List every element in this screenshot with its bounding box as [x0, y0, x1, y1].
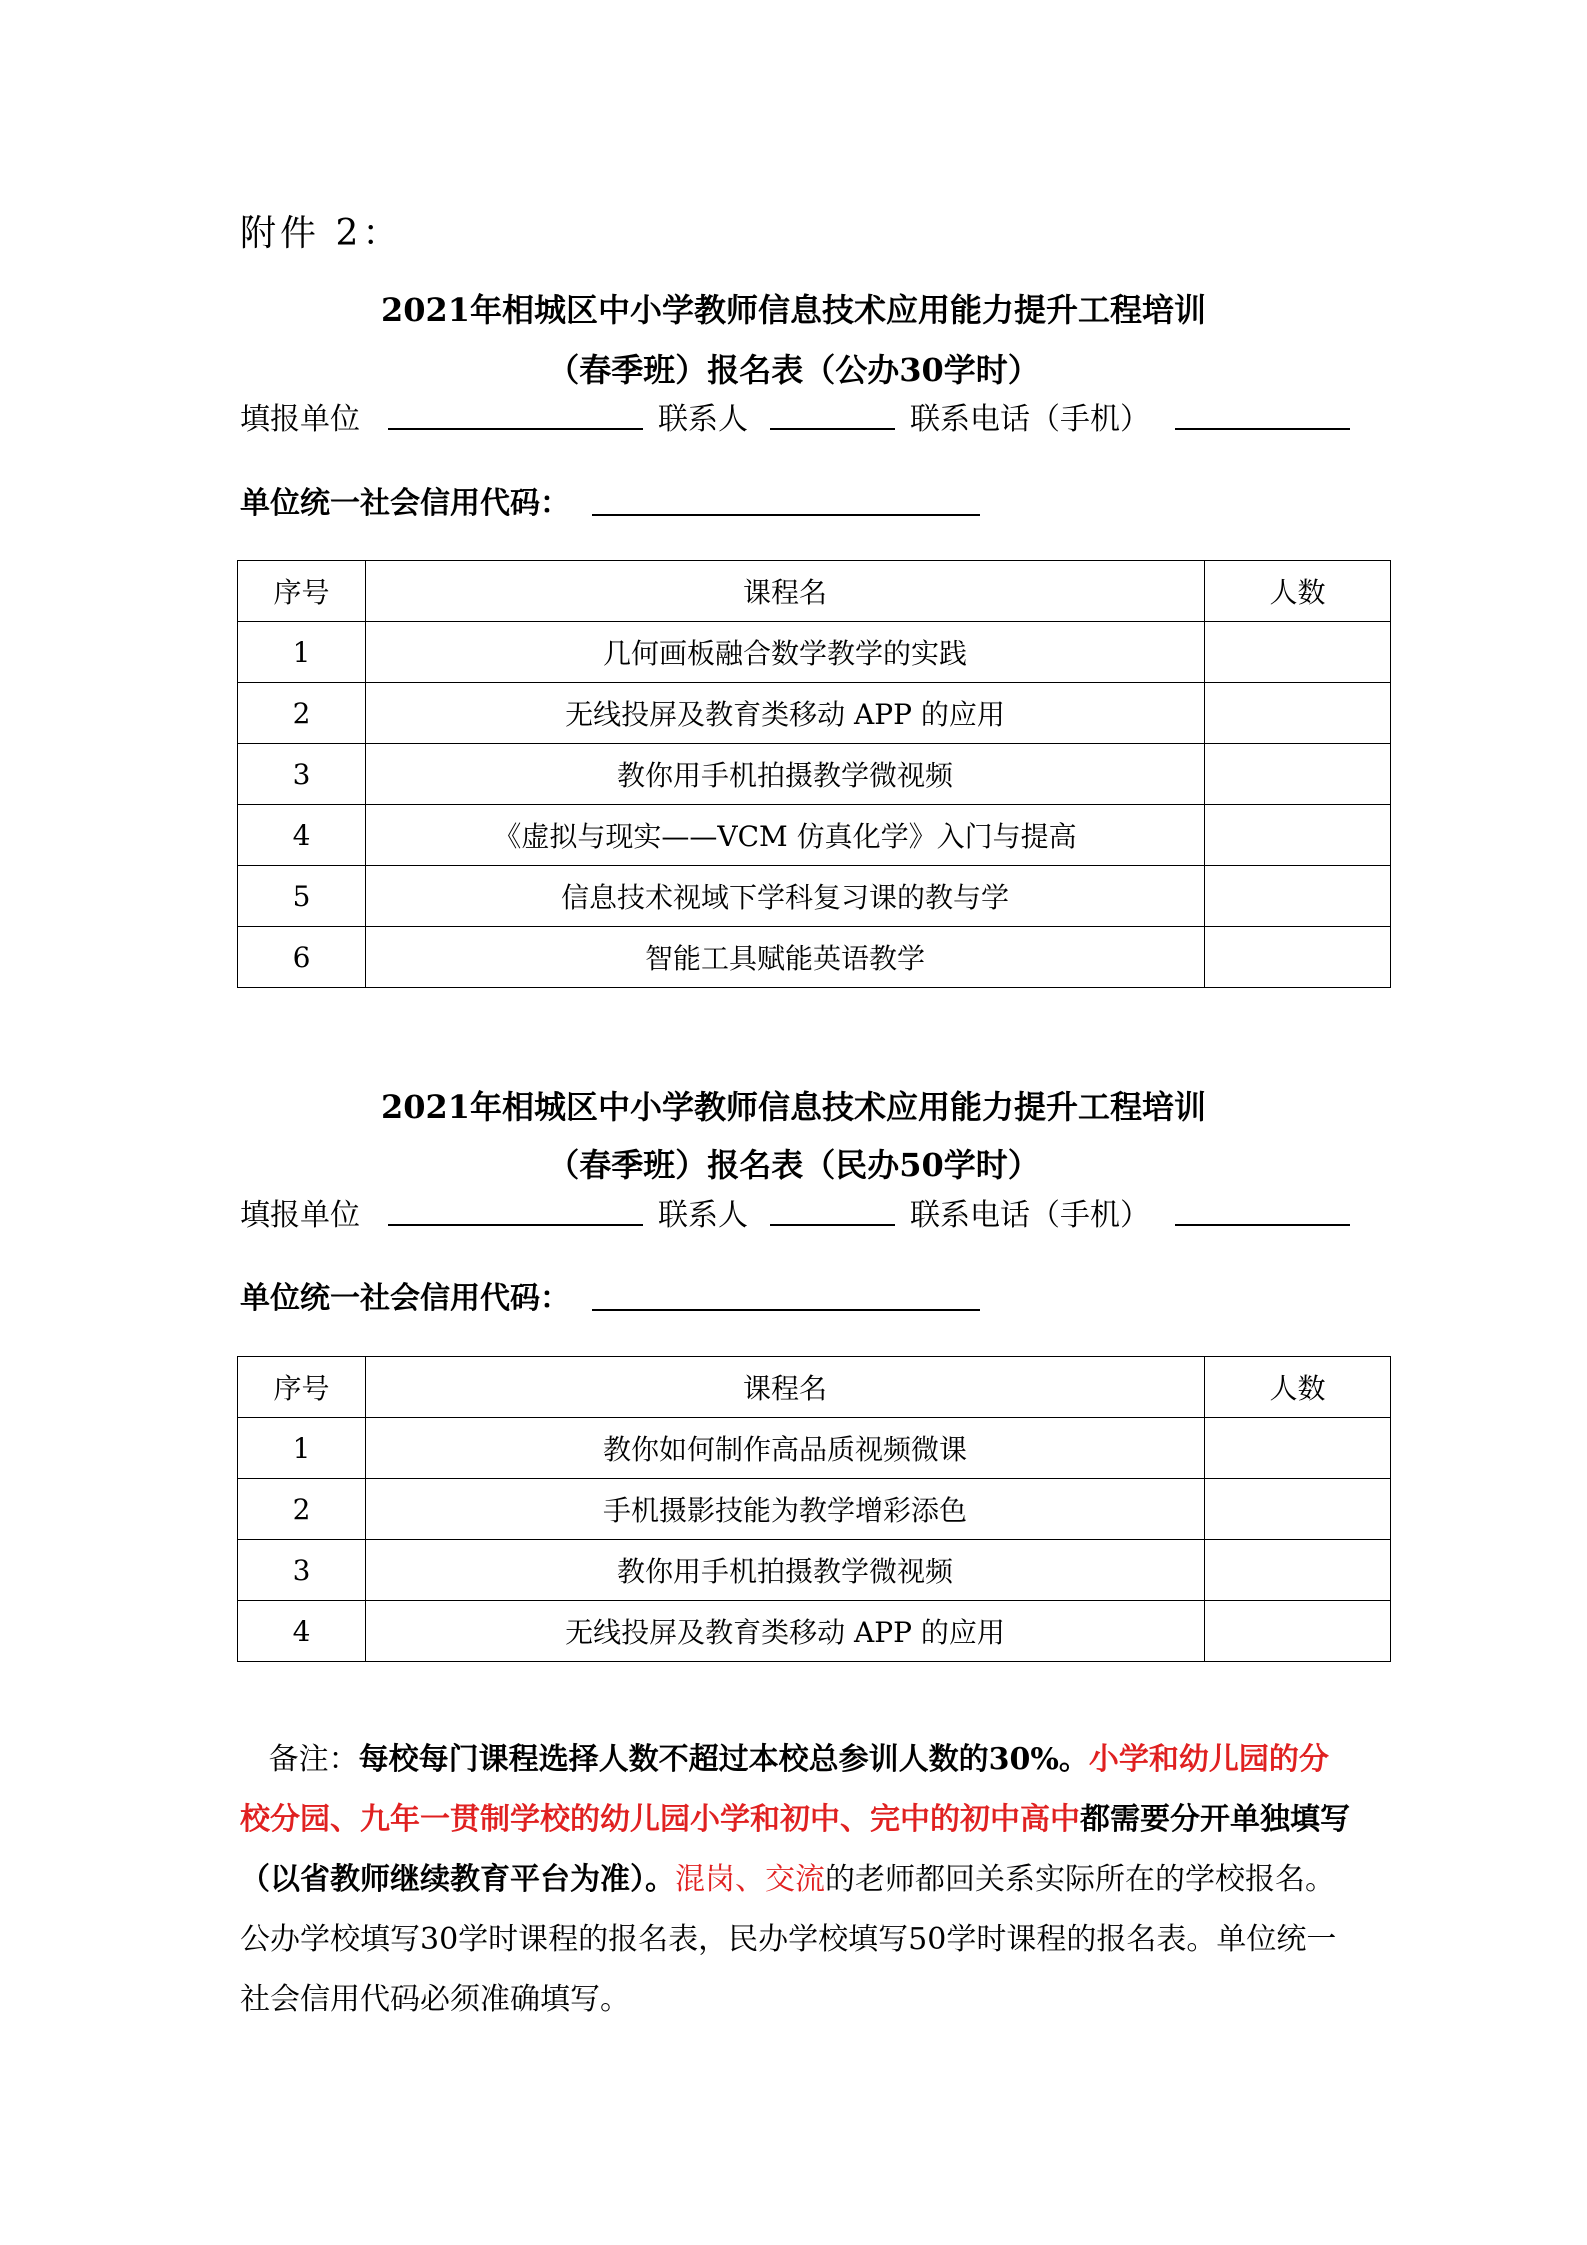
remarks-red-part2: 混岗、交流: [675, 1862, 825, 1897]
code-field[interactable]: [592, 514, 980, 516]
row-no: 2: [238, 683, 366, 744]
contact-label: 联系人: [658, 1198, 748, 1233]
form2-title-line1: 2021年相城区中小学教师信息技术应用能力提升工程培训: [380, 1088, 1207, 1126]
row-course-name: 无线投屏及教育类移动 APP 的应用: [366, 683, 1205, 744]
unit-field[interactable]: [388, 1224, 643, 1226]
row-count-cell[interactable]: [1205, 805, 1391, 866]
row-no: 4: [238, 805, 366, 866]
form2-course-table: [237, 1356, 1391, 1662]
row-course-name: 教你如何制作高品质视频微课: [366, 1418, 1205, 1479]
row-no: 1: [238, 622, 366, 683]
row-course-name: 《虚拟与现实——VCM 仿真化学》入门与提高: [366, 805, 1205, 866]
table-row: [238, 805, 1391, 866]
row-course-name: 信息技术视域下学科复习课的教与学: [366, 866, 1205, 927]
unit-field[interactable]: [388, 428, 643, 430]
row-course-name: 几何画板融合数学教学的实践: [366, 622, 1205, 683]
remarks-bold-part2: 都需要分开单独填写（以省教师继续教育平台为准）。: [240, 1802, 1350, 1897]
form1-contact-row: [240, 394, 1350, 437]
phone-label: 联系电话（手机）: [910, 402, 1150, 437]
table-row: [238, 1418, 1391, 1479]
form1-course-table: [237, 560, 1391, 988]
header-count: 人数: [1205, 561, 1391, 622]
table-row: [238, 744, 1391, 805]
phone-label: 联系电话（手机）: [910, 1198, 1150, 1233]
row-no: 6: [238, 927, 366, 988]
form2-contact-row: [240, 1190, 1350, 1233]
form1-title-line2: （春季班）报名表（公办30学时）: [547, 351, 1040, 389]
form2-title-line2: （春季班）报名表（民办50学时）: [547, 1146, 1040, 1184]
row-count-cell[interactable]: [1205, 927, 1391, 988]
contact-field[interactable]: [770, 428, 895, 430]
unit-label: 填报单位: [240, 1198, 360, 1233]
table-row: [238, 1601, 1391, 1662]
code-field[interactable]: [592, 1309, 980, 1311]
form1-title-line1: 2021年相城区中小学教师信息技术应用能力提升工程培训: [380, 291, 1207, 329]
remarks-label: 备注：: [268, 1742, 359, 1777]
phone-field[interactable]: [1175, 1224, 1350, 1226]
phone-field[interactable]: [1175, 428, 1350, 430]
header-course: 课程名: [366, 561, 1205, 622]
contact-label: 联系人: [658, 402, 748, 437]
header-no: 序号: [238, 1357, 366, 1418]
code-label: 单位统一社会信用代码：: [240, 1281, 570, 1316]
row-count-cell[interactable]: [1205, 1540, 1391, 1601]
row-no: 3: [238, 1540, 366, 1601]
row-course-name: 无线投屏及教育类移动 APP 的应用: [366, 1601, 1205, 1662]
header-count: 人数: [1205, 1357, 1391, 1418]
header-course: 课程名: [366, 1357, 1205, 1418]
remarks-paragraph: [240, 1730, 1350, 2030]
row-course-name: 手机摄影技能为教学增彩添色: [366, 1479, 1205, 1540]
table-row: [238, 683, 1391, 744]
header-no: 序号: [238, 561, 366, 622]
code-label: 单位统一社会信用代码：: [240, 486, 570, 521]
row-count-cell[interactable]: [1205, 622, 1391, 683]
row-no: 3: [238, 744, 366, 805]
row-course-name: 教你用手机拍摄教学微视频: [366, 744, 1205, 805]
table-header-row: [238, 1357, 1391, 1418]
row-count-cell[interactable]: [1205, 683, 1391, 744]
form1-code-row: [240, 478, 570, 522]
attachment-label: 附件 2：: [240, 213, 403, 254]
table-row: [238, 622, 1391, 683]
row-course-name: 教你用手机拍摄教学微视频: [366, 1540, 1205, 1601]
row-no: 2: [238, 1479, 366, 1540]
remarks-bold-part1: 每校每门课程选择人数不超过本校总参训人数的30%。: [358, 1742, 1089, 1777]
row-no: 4: [238, 1601, 366, 1662]
unit-label: 填报单位: [240, 402, 360, 437]
table-header-row: [238, 561, 1391, 622]
table-row: [238, 866, 1391, 927]
remarks-normal-part: 的老师都回关系实际所在的学校报名。公办学校填写30学时课程的报名表，民办学校填写50学时课程的报名表。单位统一社会信用代码必须准确填写。: [240, 1862, 1337, 2017]
row-no: 5: [238, 866, 366, 927]
remarks-red-part1: 小学和幼儿园的分校分园、九年一贯制学校的幼儿园小学和初中、完中的初中高中: [240, 1742, 1329, 1837]
row-course-name: 智能工具赋能英语教学: [366, 927, 1205, 988]
row-count-cell[interactable]: [1205, 1479, 1391, 1540]
table-row: [238, 927, 1391, 988]
row-count-cell[interactable]: [1205, 1418, 1391, 1479]
table-row: [238, 1540, 1391, 1601]
row-count-cell[interactable]: [1205, 744, 1391, 805]
row-no: 1: [238, 1418, 366, 1479]
table-row: [238, 1479, 1391, 1540]
row-count-cell[interactable]: [1205, 1601, 1391, 1662]
form2-code-row: [240, 1273, 570, 1317]
row-count-cell[interactable]: [1205, 866, 1391, 927]
contact-field[interactable]: [770, 1224, 895, 1226]
